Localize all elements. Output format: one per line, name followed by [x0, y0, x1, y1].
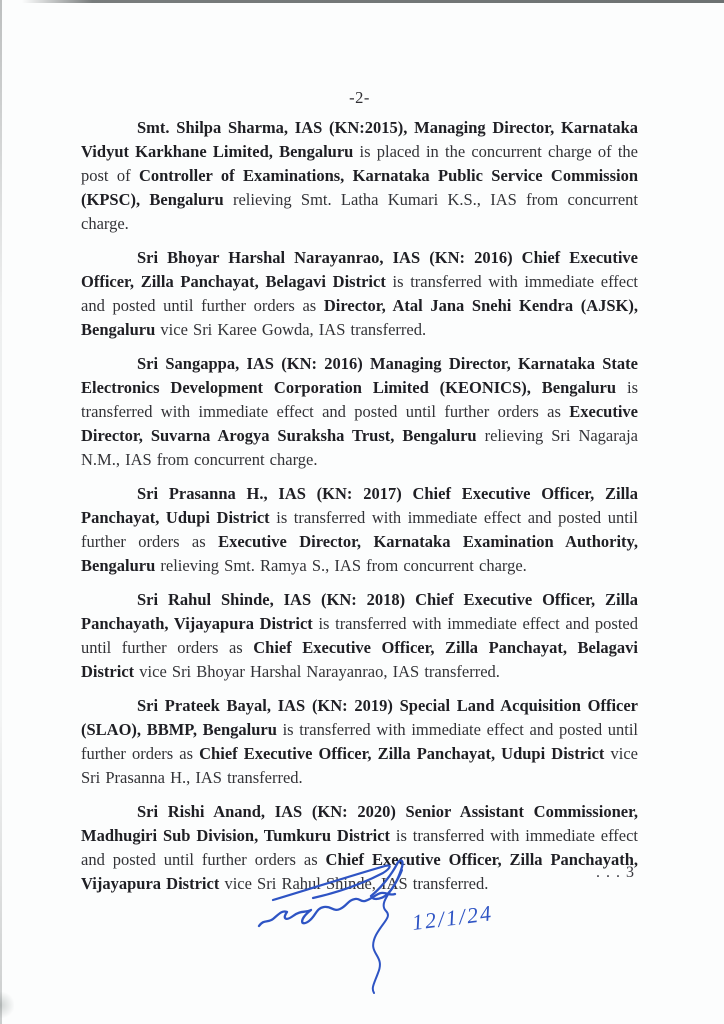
- document-body: [81, 116, 638, 896]
- bold-text-segment: Sri Prasanna H., IAS (KN: 2017) Chief Executive Officer, Zilla Panchayat, Udupi District: [81, 484, 638, 527]
- paragraph: [81, 482, 638, 578]
- text-segment: is transferred with immediate effect and posted until further orders as: [81, 614, 638, 657]
- scan-edge-top: [22, 0, 724, 3]
- bold-text-segment: Smt. Shilpa Sharma, IAS (KN:2015), Managing Director, Karnataka Vidyut Karkhane Limited, Bengaluru: [81, 118, 638, 161]
- text-segment: vice Sri Karee Gowda, IAS transferred.: [155, 320, 427, 339]
- bold-text-segment: Executive Director, Karnataka Examination Authority, Bengaluru: [81, 532, 638, 575]
- text-segment: relieving Smt. Ramya S., IAS from concurrent charge.: [155, 556, 527, 575]
- handwritten-signature: [225, 850, 535, 1015]
- bold-text-segment: Sri Sangappa, IAS (KN: 2016) Managing Director, Karnataka State Electronics Development Corporation Limited (KEONICS), Bengaluru: [81, 354, 638, 397]
- scan-edge-left: [0, 0, 2, 1024]
- text-segment: relieving Smt. Latha Kumari K.S., IAS from concurrent charge.: [81, 190, 639, 233]
- paragraph: [81, 588, 638, 684]
- bold-text-segment: Chief Executive Officer, Zilla Panchayat, Belagavi District: [81, 638, 638, 681]
- text-segment: is transferred with immediate effect and posted until further orders as: [81, 272, 638, 315]
- text-segment: is transferred with immediate effect and posted until further orders as: [81, 378, 638, 421]
- text-segment: vice Sri Rahul Shinde, IAS transferred.: [219, 874, 489, 893]
- bold-text-segment: Sri Rishi Anand, IAS (KN: 2020) Senior Assistant Commissioner, Madhugiri Sub Division, Tumkuru District: [81, 802, 638, 845]
- signature-tail-stroke: [373, 870, 402, 993]
- text-segment: vice Sri Prasanna H., IAS transferred.: [81, 744, 639, 787]
- signature-date: 12/1/24: [410, 900, 495, 935]
- document-content: [81, 88, 638, 906]
- text-segment: is transferred with immediate effect and posted until further orders as: [81, 508, 638, 551]
- bold-text-segment: Sri Bhoyar Harshal Narayanrao, IAS (KN: 2016) Chief Executive Officer, Zilla Panchayat, Belagavi District: [81, 248, 638, 291]
- page-number: -2-: [349, 88, 370, 107]
- paragraph: [81, 246, 638, 342]
- bold-text-segment: Executive Director, Suvarna Arogya Suraksha Trust, Bengaluru: [81, 402, 638, 445]
- paragraph: [81, 694, 638, 790]
- paragraph: [81, 116, 638, 236]
- text-segment: is transferred with immediate effect and posted until further orders as: [81, 826, 638, 869]
- continuation-mark: . . . 3: [596, 864, 635, 881]
- paragraph: [81, 352, 638, 472]
- text-segment: vice Sri Bhoyar Harshal Narayanrao, IAS transferred.: [134, 662, 500, 681]
- bold-text-segment: Controller of Examinations, Karnataka Public Service Commission (KPSC), Bengaluru: [81, 166, 639, 209]
- text-segment: is placed in the concurrent charge of the post of: [81, 142, 638, 185]
- bold-text-segment: Sri Prateek Bayal, IAS (KN: 2019) Special Land Acquisition Officer (SLAO), BBMP, Bengaluru: [81, 696, 638, 739]
- text-segment: is transferred with immediate effect and posted until further orders as: [81, 720, 638, 763]
- bold-text-segment: Sri Rahul Shinde, IAS (KN: 2018) Chief Executive Officer, Zilla Panchayath, Vijayapura District: [81, 590, 638, 633]
- bold-text-segment: Chief Executive Officer, Zilla Panchayath, Vijayapura District: [81, 850, 638, 893]
- bold-text-segment: Director, Atal Jana Snehi Kendra (AJSK), Bengaluru: [81, 296, 638, 339]
- bold-text-segment: Chief Executive Officer, Zilla Panchayat, Udupi District: [199, 744, 605, 763]
- text-segment: relieving Sri Nagaraja N.M., IAS from concurrent charge.: [81, 426, 638, 469]
- scan-corner-smudge: [0, 992, 14, 1018]
